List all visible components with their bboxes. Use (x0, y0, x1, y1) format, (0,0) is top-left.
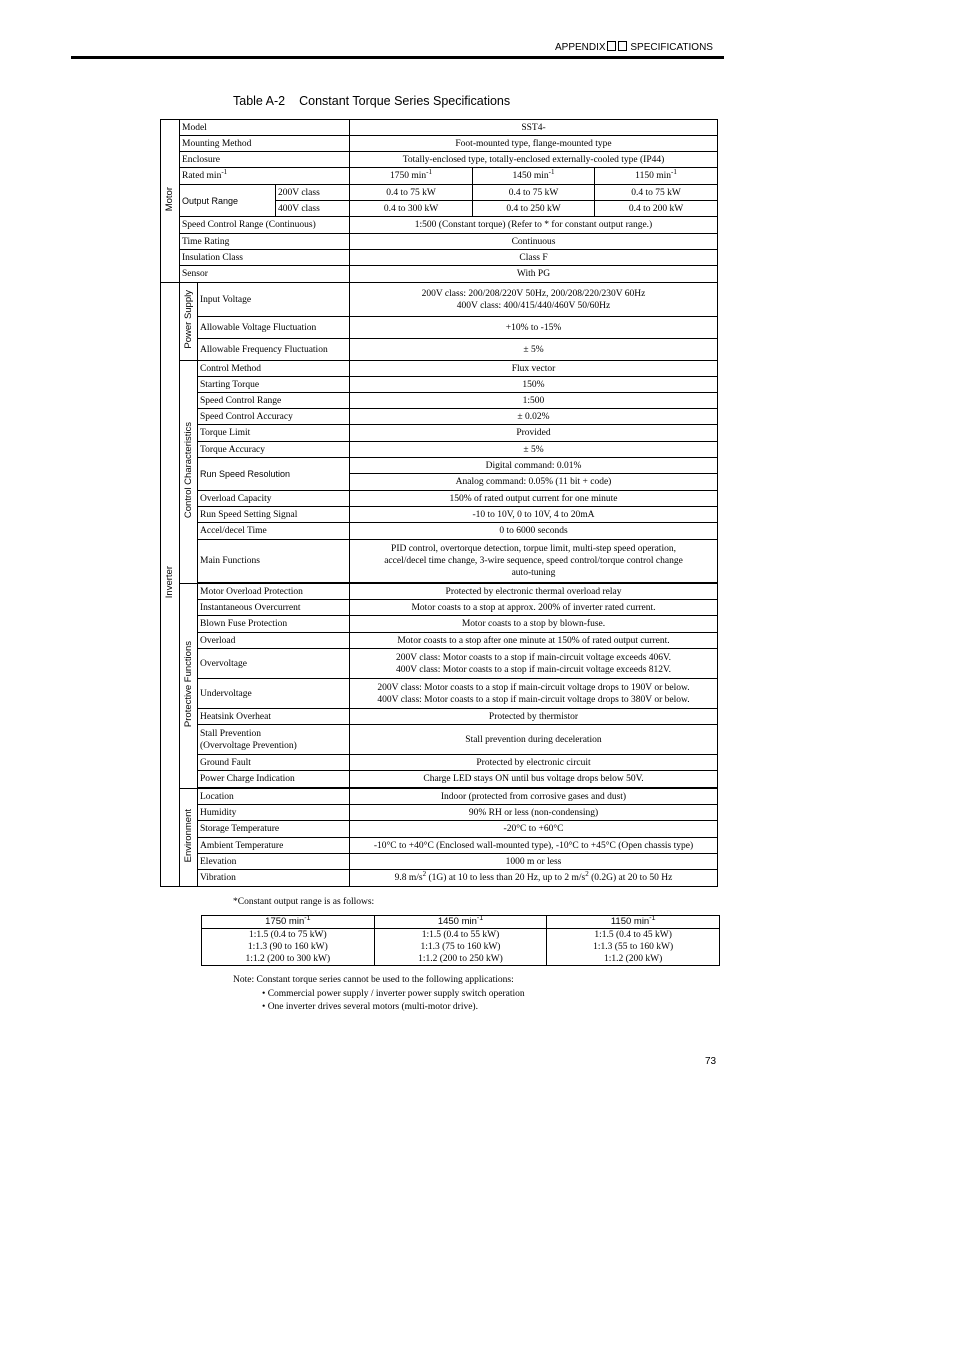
row-value: 0.4 to 200 kW (595, 201, 718, 217)
row-value: 1:500 (Constant torque) (Refer to * for constant output range.) (350, 217, 718, 234)
row-value: 0.4 to 75 kW (350, 185, 473, 201)
header-rule (71, 56, 724, 59)
row-value: Totally-enclosed type, totally-enclosed externally-cooled type (IP44) (350, 152, 718, 168)
rated-cell: 1750 $\min^{-1}$ (350, 168, 473, 185)
table-row (161, 679, 718, 709)
table-row (161, 870, 718, 887)
row-label: Heatsink Overheat (198, 709, 350, 725)
row-value: SST4- (350, 120, 718, 136)
row-value: Motor coasts to a stop after one minute at 150% of rated output current. (350, 633, 718, 649)
row-value: 9.8 $m/s^2$ (1G) at 10 to less than 20 Hz, up to 2 $m/s^2$ (0.2G) at 20 to 50 Hz (350, 870, 718, 887)
table-row (161, 540, 718, 583)
table-row (161, 755, 718, 771)
row-value: Protected by thermistor (350, 709, 718, 725)
row-value: 0.4 to 250 kW (473, 201, 595, 217)
table-row (161, 821, 718, 838)
table-row (161, 838, 718, 854)
row-value: -20°C to +60°C (350, 821, 718, 838)
row-label: Input Voltage (198, 283, 350, 317)
row-label: Storage Temperature (198, 821, 350, 838)
table-row (161, 377, 718, 393)
section-motor: Motor (161, 120, 180, 283)
table-row (161, 185, 718, 201)
table-row (161, 120, 718, 136)
row-value: Motor coasts to a stop by blown-fuse. (350, 616, 718, 633)
row-value: Digital command: 0.01% (350, 458, 718, 474)
row-label: Sensor (180, 266, 350, 283)
row-value: 0.4 to 75 kW (473, 185, 595, 201)
row-label: Blown Fuse Protection (198, 616, 350, 633)
section-protective: Protective Functions (180, 584, 198, 789)
table-row (161, 361, 718, 377)
row-value: Continuous (350, 234, 718, 250)
section-control: Control Characteristics (180, 361, 198, 584)
row-label: Elevation (198, 854, 350, 870)
row-value: ± 0.02% (350, 409, 718, 425)
row-label: Rated $\min^{-1}$ (180, 168, 350, 185)
row-label: Time Rating (180, 234, 350, 250)
constant-output-note: *Constant output range is as follows: (233, 897, 375, 907)
table-row (161, 168, 718, 185)
class-label: 200V class (276, 185, 350, 201)
row-value: 150% (350, 377, 718, 393)
row-label: Torque Limit (198, 425, 350, 442)
table-title-text: Constant Torque Series Specifications (299, 94, 511, 108)
column-header: 1750 $\min^{-1}$ (202, 916, 375, 929)
header-appendix: APPENDIX (555, 42, 606, 53)
row-label: Undervoltage (198, 679, 350, 709)
row-label: Model (180, 120, 350, 136)
rated-cell: 1150 $\min^{-1}$ (595, 168, 718, 185)
table-row (161, 854, 718, 870)
row-value: 200V class: Motor coasts to a stop if main-circuit voltage drops to 190V or below. 400V class: Motor coasts to a stop if main-circuit voltage drops to 380V or below. (350, 679, 718, 709)
row-value: 0.4 to 300 kW (350, 201, 473, 217)
table-row (161, 266, 718, 283)
row-value: Motor coasts to a stop at approx. 200% of inverter rated current. (350, 600, 718, 616)
row-value: Flux vector (350, 361, 718, 377)
box-icon (618, 41, 627, 51)
table-row (161, 584, 718, 600)
row-label: Allowable Voltage Fluctuation (198, 317, 350, 339)
row-label: Mounting Method (180, 136, 350, 152)
table-row (161, 507, 718, 523)
page-number: 73 (705, 1056, 717, 1067)
row-value: 0 to 6000 seconds (350, 523, 718, 540)
table-row (161, 633, 718, 649)
table-row (161, 217, 718, 234)
box-icon (607, 41, 616, 51)
table-row (161, 523, 718, 540)
row-label: Motor Overload Protection (198, 584, 350, 600)
row-value: PID control, overtorque detection, torpue limit, multi-step speed operation, accel/decel time change, 3-wire sequence, speed control/torque control change auto-tuning (350, 540, 718, 583)
row-label: Output Range (180, 185, 276, 217)
row-label: Starting Torque (198, 377, 350, 393)
application-note (233, 974, 525, 1015)
row-label: Power Charge Indication (198, 771, 350, 788)
row-value: -10°C to +40°C (Enclosed wall-mounted type), -10°C to +45°C (Open chassis type) (350, 838, 718, 854)
row-value: 0.4 to 75 kW (595, 185, 718, 201)
row-value: Provided (350, 425, 718, 442)
range-cell: 1:1.5 (0.4 to 75 kW) 1:1.3 (90 to 160 kW) 1:1.2 (200 to 300 kW) (202, 929, 375, 966)
note-bullet: • Commercial power supply / inverter power supply switch operation (262, 988, 525, 999)
row-value: 200V class: Motor coasts to a stop if main-circuit voltage exceeds 406V. 400V class: Motor coasts to a stop if main-circuit voltage exceeds 812V. (350, 649, 718, 679)
row-value: Class F (350, 250, 718, 266)
note-bullet: • One inverter drives several motors (multi-motor drive). (262, 1002, 478, 1012)
spec-table (160, 119, 718, 887)
table-title (233, 94, 510, 108)
row-label: Accel/decel Time (198, 523, 350, 540)
row-label: Speed Control Accuracy (198, 409, 350, 425)
row-label: Enclosure (180, 152, 350, 168)
table-row (161, 442, 718, 458)
table-row (161, 649, 718, 679)
table-number: Table A-2 (233, 94, 286, 108)
row-value: 1:500 (350, 393, 718, 409)
row-value: Charge LED stays ON until bus voltage drops below 50V. (350, 771, 718, 788)
row-label: Humidity (198, 805, 350, 821)
table-row (161, 458, 718, 474)
row-label: Run Speed Resolution (198, 458, 350, 491)
table-row (161, 317, 718, 339)
table-row (202, 916, 720, 929)
row-value: ± 5% (350, 442, 718, 458)
table-row (161, 600, 718, 616)
row-label: Insulation Class (180, 250, 350, 266)
table-row (161, 491, 718, 507)
range-cell: 1:1.5 (0.4 to 55 kW) 1:1.3 (75 to 160 kW) 1:1.2 (200 to 250 kW) (374, 929, 547, 966)
row-label: Speed Control Range (198, 393, 350, 409)
row-value: Indoor (protected from corrosive gases and dust) (350, 789, 718, 805)
row-label: Control Method (198, 361, 350, 377)
table-row (161, 234, 718, 250)
row-label: Allowable Frequency Fluctuation (198, 339, 350, 361)
table-row (161, 152, 718, 168)
row-value: +10% to -15% (350, 317, 718, 339)
section-power-supply: Power Supply (180, 283, 198, 361)
row-value: -10 to 10V, 0 to 10V, 4 to 20mA (350, 507, 718, 523)
row-label: Ground Fault (198, 755, 350, 771)
table-row (161, 339, 718, 361)
rated-cell: 1450 $\min^{-1}$ (473, 168, 595, 185)
table-row (161, 283, 718, 317)
row-value: Foot-mounted type, flange-mounted type (350, 136, 718, 152)
table-row (161, 250, 718, 266)
row-label: Run Speed Setting Signal (198, 507, 350, 523)
row-value: 90% RH or less (non-condensing) (350, 805, 718, 821)
table-row (161, 771, 718, 788)
row-value: Protected by electronic circuit (350, 755, 718, 771)
row-value: 150% of rated output current for one minute (350, 491, 718, 507)
table-row (202, 929, 720, 966)
table-row (161, 725, 718, 755)
section-environment: Environment (180, 789, 198, 887)
table-row (161, 789, 718, 805)
table-row (161, 425, 718, 442)
row-label: Main Functions (198, 540, 350, 583)
table-row (161, 709, 718, 725)
range-cell: 1:1.5 (0.4 to 45 kW) 1:1.3 (55 to 160 kW) 1:1.2 (200 kW) (547, 929, 720, 966)
table-row (161, 805, 718, 821)
row-label: Instantaneous Overcurrent (198, 600, 350, 616)
row-label: Vibration (198, 870, 350, 887)
table-row (161, 136, 718, 152)
row-label: Overload Capacity (198, 491, 350, 507)
column-header: 1150 $\min^{-1}$ (547, 916, 720, 929)
row-label: Stall Prevention (Overvoltage Prevention) (198, 725, 350, 755)
row-label: Overvoltage (198, 649, 350, 679)
row-label: Overload (198, 633, 350, 649)
row-value: 1000 m or less (350, 854, 718, 870)
section-inverter: Inverter (161, 283, 180, 887)
row-value: Protected by electronic thermal overload relay (350, 584, 718, 600)
table-row (161, 409, 718, 425)
row-value: Analog command: 0.05% (11 bit + code) (350, 474, 718, 491)
row-value: With PG (350, 266, 718, 283)
table-row (161, 616, 718, 633)
running-header (555, 41, 713, 53)
table-row (161, 393, 718, 409)
row-label: Ambient Temperature (198, 838, 350, 854)
row-value: ± 5% (350, 339, 718, 361)
note-title: Note: Constant torque series cannot be used to the following applications: (233, 975, 514, 985)
constant-output-table (201, 915, 720, 966)
column-header: 1450 $\min^{-1}$ (374, 916, 547, 929)
row-value: Stall prevention during deceleration (350, 725, 718, 755)
row-value: 200V class: 200/208/220V 50Hz, 200/208/220/230V 60Hz 400V class: 400/415/440/460V 50/60Hz (350, 283, 718, 317)
row-label: Speed Control Range (Continuous) (180, 217, 350, 234)
row-label: Location (198, 789, 350, 805)
class-label: 400V class (276, 201, 350, 217)
row-label: Torque Accuracy (198, 442, 350, 458)
header-specifications: SPECIFICATIONS (630, 42, 713, 53)
